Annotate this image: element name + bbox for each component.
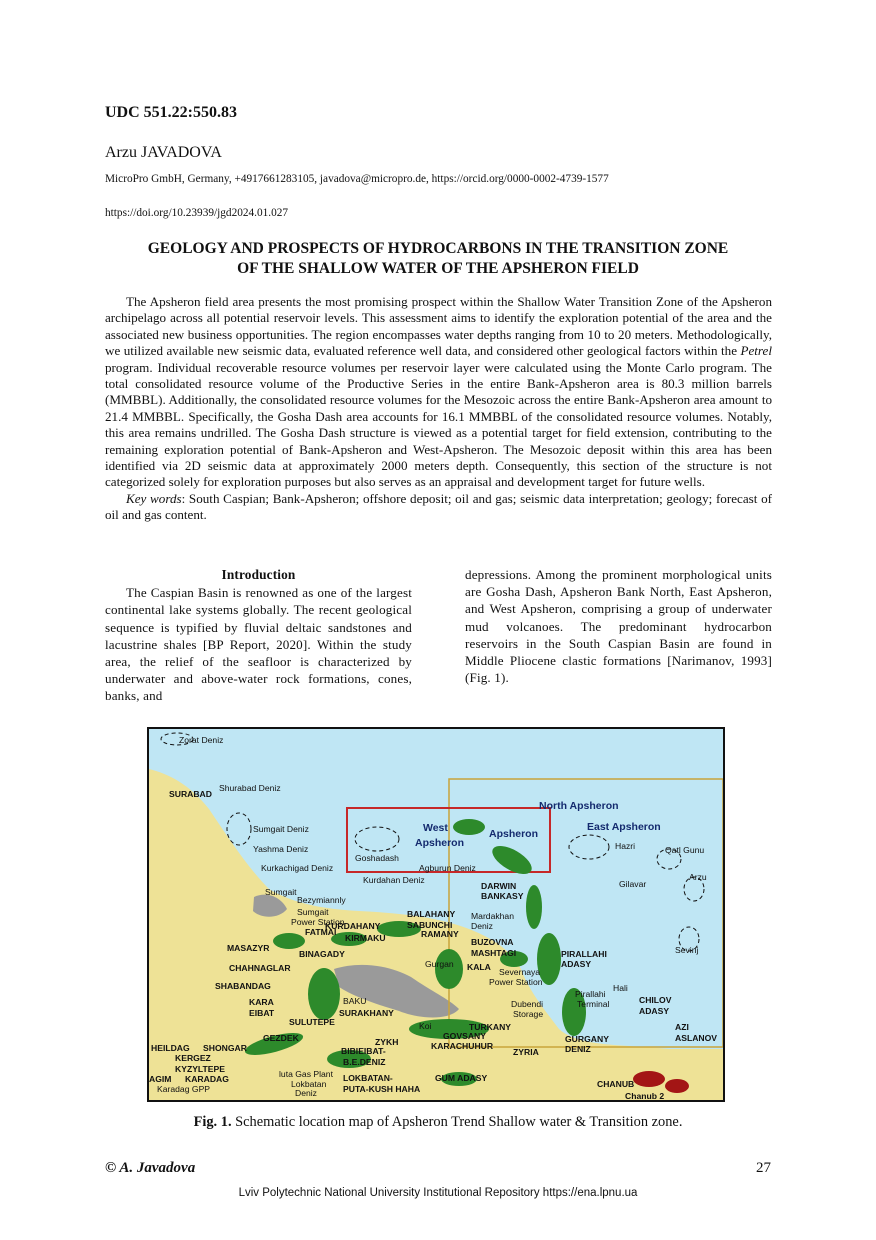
label-west-apsheron-2: Apsheron bbox=[415, 837, 465, 849]
label-kurkachigad: Kurkachigad Deniz bbox=[261, 863, 334, 873]
abstract bbox=[105, 294, 772, 524]
label-surakhany: SURAKHANY bbox=[339, 1008, 394, 1018]
label-mardakhan-2: Deniz bbox=[471, 921, 493, 931]
keywords-text: : South Caspian; Bank-Apsheron; offshore deposit; oil and gas; seismic data interpretation; geology; forecast of oil and gas content. bbox=[105, 490, 772, 523]
label-qatl-gunu: Qatl Gunu bbox=[665, 845, 705, 855]
label-sumgait-ps-2: Power Station bbox=[291, 917, 345, 927]
label-kara: KARA bbox=[249, 997, 274, 1007]
label-sumgait: Sumgait bbox=[265, 887, 297, 897]
label-surabad: SURABAD bbox=[169, 789, 212, 799]
field-chanub-2 bbox=[665, 1079, 689, 1093]
label-pirallahi-t-2: Terminal bbox=[577, 999, 610, 1009]
label-gurgany-2: DENIZ bbox=[565, 1044, 591, 1054]
label-dubendi-2: Storage bbox=[513, 1009, 544, 1019]
label-shurabad: Shurabad Deniz bbox=[219, 783, 281, 793]
label-kirmaku: KIRMAKU bbox=[345, 933, 386, 943]
label-bedeniz: B.E.DENIZ bbox=[343, 1057, 386, 1067]
abstract-paragraph bbox=[105, 294, 772, 491]
label-east-apsheron: East Apsheron bbox=[587, 821, 661, 833]
figure-caption-text: Schematic location map of Apsheron Trend Shallow water & Transition zone. bbox=[231, 1114, 683, 1130]
figure-label: Fig. 1. bbox=[193, 1114, 232, 1130]
label-eibat: EIBAT bbox=[249, 1008, 275, 1018]
field-kala bbox=[435, 949, 463, 989]
label-west-apsheron-1: West bbox=[423, 822, 448, 834]
label-hazri: Hazri bbox=[615, 841, 636, 851]
field-baku bbox=[308, 968, 340, 1020]
abstract-text-1: The Apsheron field area presents the most promising prospect within the Shallow Water Transition Zone of the Apsheron archipelago across all potential reservoir levels. This assessment aims to identify the exploration potential of the area and the associated new business opportunities. The region encompasses water depths ranging from 10 to 20 meters. Methodologically, we utilized available new seismic data, evaluated reference well data, and considered other geological factors within the bbox=[105, 294, 772, 359]
label-gurgany-1: GURGANY bbox=[565, 1034, 609, 1044]
label-yashma: Yashma Deniz bbox=[253, 844, 309, 854]
paper-title bbox=[90, 239, 786, 279]
field-west-apsheron bbox=[453, 819, 485, 835]
label-gasplant-2: Lokbatan bbox=[291, 1079, 327, 1089]
label-azi-1: AZI bbox=[675, 1022, 689, 1032]
abstract-text-2: program. Individual recoverable resource volumes per reservoir layer were calculated using the Monte Carlo program. The total consolidated resource volume of the Productive Series in the entire Bank-Apsheron area is 80.3 million barrels (MMBBL). Additionally, the consolidated resource volumes for the Mesozoic across the entire Bank-Apsheron area amount to 21.4 MMBBL. Specifically, the Gosha Dash area accounts for 16.1 MMBBL of the consolidated resource volumes. Notably, this area remains undrilled. The Gosha Dash structure is viewed as a potential target for field extension, contributing to the remaining exploration potential of Bank-Apsheron and West-Apsheron. The Mesozoic deposit within this area has been identified via 2D seismic data at approximately 2000 meters depth. Consequently, this section of the structure is not categorized solely for exploration purposes but also serves as an appraisal and development target for future wells. bbox=[105, 359, 772, 490]
label-zyria: ZYRIA bbox=[513, 1047, 539, 1057]
label-gasplant-3: Deniz bbox=[295, 1088, 317, 1098]
intro-left-text: The Caspian Basin is renowned as one of the largest continental lake systems globally. The recent geological sequence is typified by fluvial deltaic sandstones and lacustrine shales [BP Report, 2020]. Within the study area, the relief of the seafloor is characterized by underwater and above-water rock formations, cones, banks, and bbox=[105, 585, 412, 704]
label-turkany: TURKANY bbox=[469, 1022, 512, 1032]
label-sumgait-ps-1: Sumgait bbox=[297, 907, 329, 917]
label-chahnaglar: CHAHNAGLAR bbox=[229, 963, 291, 973]
label-kyzyltepe: KYZYLTEPE bbox=[175, 1064, 225, 1074]
label-heildag: HEILDAG bbox=[151, 1043, 190, 1053]
label-karadag: KARADAG bbox=[185, 1074, 229, 1084]
keywords bbox=[105, 491, 772, 524]
label-agburun: Agburun Deniz bbox=[419, 863, 476, 873]
label-ramany: RAMANY bbox=[421, 929, 459, 939]
label-zorat: Zorat Deniz bbox=[179, 735, 224, 745]
label-chanub2: Chanub 2 bbox=[625, 1091, 665, 1100]
label-karachuhur: KARACHUHUR bbox=[431, 1041, 494, 1051]
label-hali: Hali bbox=[613, 983, 628, 993]
label-gasplant-1: luta Gas Plant bbox=[279, 1069, 333, 1079]
field-darwin bbox=[526, 885, 542, 929]
label-gumadasy: GUM ADASY bbox=[435, 1073, 488, 1083]
label-balahany: BALAHANY bbox=[407, 909, 456, 919]
label-chanub: CHANUB bbox=[597, 1079, 635, 1089]
label-goshadash: Goshadash bbox=[355, 853, 399, 863]
label-severnaya-1: Severnaya bbox=[499, 967, 541, 977]
label-gilavar: Gilavar bbox=[619, 879, 647, 889]
intro-left-column bbox=[105, 566, 412, 705]
label-dubendi-1: Dubendi bbox=[511, 999, 544, 1009]
keywords-label: Key words bbox=[126, 490, 182, 506]
label-zykh: ZYKH bbox=[375, 1037, 399, 1047]
intro-right-column bbox=[465, 566, 772, 686]
label-sulutepe: SULUTEPE bbox=[289, 1017, 335, 1027]
label-kurdahany: KURDAHANY bbox=[325, 921, 381, 931]
label-severnaya-2: Power Station bbox=[489, 977, 543, 987]
label-darwin-1: DARWIN bbox=[481, 881, 517, 891]
label-shabandag: SHABANDAG bbox=[215, 981, 271, 991]
title-line-1: GEOLOGY AND PROSPECTS OF HYDROCARBONS IN THE TRANSITION ZONE bbox=[147, 240, 729, 257]
label-north-apsheron: North Apsheron bbox=[539, 800, 619, 812]
label-govsany: GOVSANY bbox=[443, 1031, 486, 1041]
label-kala: KALA bbox=[467, 962, 491, 972]
label-binagady: BINAGADY bbox=[299, 949, 345, 959]
footer-copyright: © A. Javadova bbox=[105, 1160, 196, 1176]
label-pirallahi-1: PIRALLAHI bbox=[561, 949, 607, 959]
intro-heading: Introduction bbox=[221, 567, 296, 582]
label-chilov-2: ADASY bbox=[639, 1006, 670, 1016]
title-line-2: OF THE SHALLOW WATER OF THE APSHERON FIELD bbox=[237, 260, 639, 277]
label-sabunchi: SABUNCHI bbox=[407, 920, 453, 930]
label-bezymianny: Bezymiannly bbox=[297, 895, 346, 905]
label-bibieibat: BIBIEIBAT- bbox=[341, 1046, 386, 1056]
location-map bbox=[147, 727, 725, 1102]
label-apsheron: Apsheron bbox=[489, 828, 539, 840]
author-affiliation: MicroPro GmbH, Germany, +4917661283105, javadova@micropro.de, https://orcid.org/0000-0002-4739-1577 bbox=[105, 173, 609, 185]
label-koi: Koi bbox=[419, 1021, 432, 1031]
author-name: Arzu JAVADOVA bbox=[105, 144, 222, 161]
label-karadag-gpp: Karadag GPP bbox=[157, 1084, 211, 1094]
label-gurgan: Gurgan bbox=[425, 959, 454, 969]
field-chanub bbox=[633, 1071, 665, 1087]
label-sevinj: Sevinj bbox=[675, 945, 699, 955]
label-chilov-1: CHILOV bbox=[639, 995, 672, 1005]
udc-code: UDC 551.22:550.83 bbox=[105, 104, 237, 121]
label-pirallahi-2: ADASY bbox=[561, 959, 592, 969]
label-fatmai: FATMAI bbox=[305, 927, 337, 937]
label-kergez: KERGEZ bbox=[175, 1053, 211, 1063]
page-number: 27 bbox=[756, 1160, 771, 1176]
label-kurdahan-deniz: Kurdahan Deniz bbox=[363, 875, 425, 885]
abstract-petrel: Petrel bbox=[740, 343, 772, 359]
label-sumgait-deniz: Sumgait Deniz bbox=[253, 824, 309, 834]
map-svg bbox=[149, 729, 723, 1100]
label-shongar: SHONGAR bbox=[203, 1043, 247, 1053]
label-baku: BAKU bbox=[343, 996, 367, 1006]
label-arzu: Arzu bbox=[689, 872, 707, 882]
label-gezdek: GEZDEK bbox=[263, 1033, 299, 1043]
label-masazyr: MASAZYR bbox=[227, 943, 270, 953]
label-azi-2: ASLANOV bbox=[675, 1033, 718, 1043]
label-buzovna: BUZOVNA bbox=[471, 937, 514, 947]
figure-caption bbox=[90, 1114, 786, 1131]
label-mardakhan-1: Mardakhan bbox=[471, 911, 514, 921]
repository-note: Lviv Polytechnic National University Institutional Repository https://ena.lpnu.ua bbox=[238, 1187, 638, 1199]
label-mashtagi: MASHTAGI bbox=[471, 948, 517, 958]
label-lokbatan: LOKBATAN- bbox=[343, 1073, 393, 1083]
intro-right-text: depressions. Among the prominent morphological units are Gosha Dash, Apsheron Bank North, East Apsheron, and West Apsheron, comprising a group of underwater mud volcanoes. The predominant hydrocarbon reservoirs in the South Caspian Basin are found in Middle Pliocene clastic formations [Narimanov, 1993] (Fig. 1). bbox=[465, 567, 772, 686]
field-masazyr bbox=[273, 933, 305, 949]
label-darwin-2: BANKASY bbox=[481, 891, 524, 901]
label-agim: AGIM bbox=[149, 1074, 172, 1084]
doi-link[interactable]: https://doi.org/10.23939/jgd2024.01.027 bbox=[105, 207, 289, 219]
label-pirallahi-t-1: Pirallahi bbox=[575, 989, 606, 999]
label-putakushhaha: PUTA-KUSH HAHA bbox=[343, 1084, 421, 1094]
